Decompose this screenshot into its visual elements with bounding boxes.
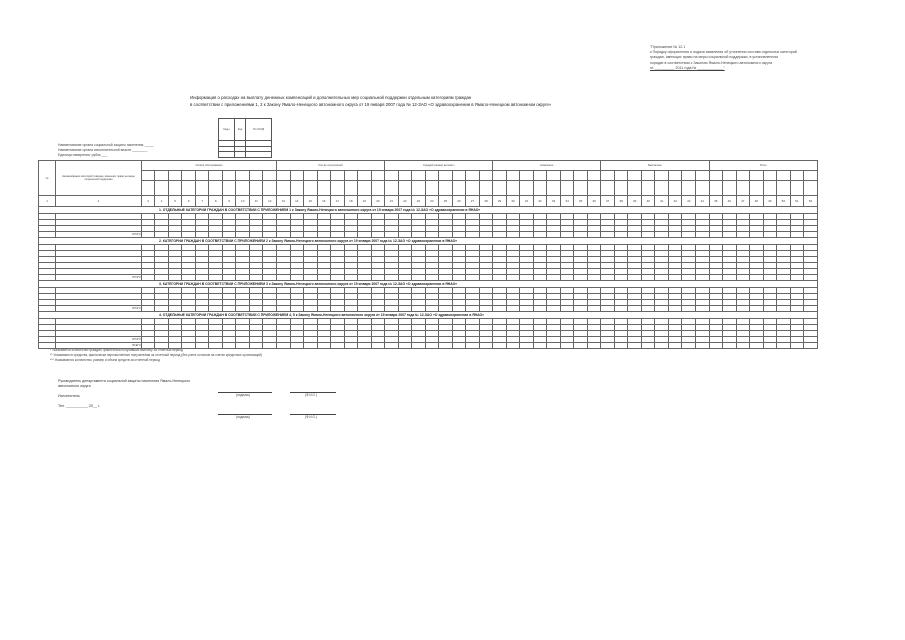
table-cell: [777, 181, 791, 196]
table-cell: 44: [695, 196, 709, 207]
codes-cell: [246, 152, 272, 158]
table-cell: [668, 171, 682, 181]
table-cell: [533, 343, 547, 349]
table-cell: [804, 181, 818, 196]
table-cell: [601, 171, 615, 181]
table-cell: [236, 171, 250, 181]
table-cell: 52: [804, 196, 818, 207]
table-cell: 30: [506, 196, 520, 207]
table-cell: 3: [141, 196, 155, 207]
table-cell: [506, 181, 520, 196]
signature-line: Тел. ___________ 20__ г.: [58, 404, 100, 408]
table-cell: [750, 171, 764, 181]
table-cell: [777, 343, 791, 349]
table-cell: [547, 181, 561, 196]
table-cell: 24: [425, 196, 439, 207]
table-cell: ИТОГО: [56, 337, 142, 343]
table-cell: [547, 171, 561, 181]
table-cell: 9: [222, 196, 236, 207]
table-cell: [263, 171, 277, 181]
table-cell: 10: [236, 196, 250, 207]
table-cell: [709, 181, 723, 196]
table-cell: [452, 343, 466, 349]
table-cell: 33: [547, 196, 561, 207]
table-cell: [195, 171, 209, 181]
table-cell: [628, 343, 642, 349]
table-cell: 45: [709, 196, 723, 207]
table-cell: 40: [641, 196, 655, 207]
table-cell: [317, 343, 331, 349]
table-cell: [506, 343, 520, 349]
table-cell: [331, 181, 345, 196]
header-group-cell: Итого: [709, 161, 818, 171]
table-cell: [641, 171, 655, 181]
table-cell: [371, 343, 385, 349]
table-cell: 38: [614, 196, 628, 207]
table-cell: 36: [587, 196, 601, 207]
table-cell: [222, 181, 236, 196]
table-cell: 20: [371, 196, 385, 207]
header-group-cell: Назначено: [493, 161, 601, 171]
table-cell: [168, 171, 182, 181]
table-cell: [736, 343, 750, 349]
section-title: 2. КАТЕГОРИИ ГРАЖДАН В СООТВЕТСТВИИ С ПРИЛОЖЕНИЕМ 2 к Закону Ямало-Ненецкого автономного округа от 19 января 2007 года № 12-ЗАО «О здравоохранении в ЯНАО»: [39, 238, 818, 245]
table-cell: 46: [723, 196, 737, 207]
table-cell: [574, 171, 588, 181]
table-cell: 31: [520, 196, 534, 207]
table-cell: [520, 171, 534, 181]
table-cell: [723, 171, 737, 181]
table-cell: [304, 181, 318, 196]
header-cell: Наименование категорий граждан, имеющих право на меры социальной поддержки: [56, 161, 142, 196]
table-cell: [614, 171, 628, 181]
table-cell: [790, 181, 804, 196]
table-cell: [222, 171, 236, 181]
table-row: [39, 161, 818, 171]
section-row: [39, 281, 818, 288]
table-cell: [560, 181, 574, 196]
table-cell: 27: [466, 196, 480, 207]
name-caption: (Ф.И.О.): [305, 415, 317, 419]
table-cell: 48: [750, 196, 764, 207]
table-cell: [317, 181, 331, 196]
table-cell: [371, 171, 385, 181]
table-cell: [493, 343, 507, 349]
section-row: [39, 312, 818, 319]
table-cell: 18: [344, 196, 358, 207]
header-group-cell: Оплата обслуживания: [141, 161, 276, 171]
table-cell: [479, 343, 493, 349]
table-cell: [614, 181, 628, 196]
table-cell: [479, 171, 493, 181]
table-cell: [560, 343, 574, 349]
table-cell: ИТОГО: [56, 306, 142, 312]
appendix-line: от __________ 2011 года № _____________": [650, 65, 725, 70]
table-cell: 1: [39, 196, 56, 207]
table-cell: 11: [249, 196, 263, 207]
table-cell: [493, 171, 507, 181]
table-cell: [249, 181, 263, 196]
table-cell: [777, 171, 791, 181]
table-cell: [439, 181, 453, 196]
codes-box: [218, 118, 272, 158]
table-cell: [290, 171, 304, 181]
table-cell: 42: [668, 196, 682, 207]
section-title: 1. ОТДЕЛЬНЫЕ КАТЕГОРИИ ГРАЖДАН В СООТВЕТСТВИИ С ПРИЛОЖЕНИЕМ 1 к Закону Ямало-Ненецкого автономного округа от 19 января 2007 года № 12-ЗАО «О здравоохранении в ЯНАО»: [39, 207, 818, 214]
report-table: [38, 160, 818, 347]
table-cell: [614, 343, 628, 349]
table-cell: [763, 171, 777, 181]
header-cell: №: [39, 161, 56, 196]
table-cell: 51: [790, 196, 804, 207]
section-row: [39, 238, 818, 245]
table-cell: [655, 343, 669, 349]
table-cell: [695, 181, 709, 196]
table-cell: [412, 343, 426, 349]
table-cell: ИТОГО: [56, 232, 142, 238]
section-title: 4. ОТДЕЛЬНЫЕ КАТЕГОРИИ ГРАЖДАН В СООТВЕТСТВИИ С ПРИЛОЖЕНИЕМ 4, 5 к Закону Ямало-Ненецкого автономного округа от 19 января 2007 года № 12-ЗАО «О здравоохранении в ЯНАО»: [39, 312, 818, 319]
table-cell: 6: [182, 196, 196, 207]
table-cell: [655, 181, 669, 196]
table-cell: [574, 181, 588, 196]
table-cell: [439, 171, 453, 181]
table-cell: [249, 171, 263, 181]
table-cell: [344, 181, 358, 196]
table-cell: [587, 343, 601, 349]
table-cell: [587, 181, 601, 196]
table-cell: [358, 181, 372, 196]
table-cell: [723, 181, 737, 196]
table-cell: [804, 343, 818, 349]
table-cell: 14: [290, 196, 304, 207]
table-cell: 4: [155, 196, 169, 207]
table-cell: 22: [398, 196, 412, 207]
table-cell: 41: [655, 196, 669, 207]
title-line: в соответствии с приложениями 1, 2 к Закону Ямало-Ненецкого автономного округа от 19 января 2007 года № 12-ЗАО «О здравоохранении в Ямало-Ненецком автономном округе»: [190, 101, 552, 107]
table-cell: 34: [560, 196, 574, 207]
table-cell: [168, 181, 182, 196]
table-cell: [412, 171, 426, 181]
table-cell: [533, 171, 547, 181]
table-cell: [277, 343, 291, 349]
table-cell: [263, 343, 277, 349]
table-cell: [790, 171, 804, 181]
appendix-header: [650, 45, 820, 71]
table-cell: [736, 171, 750, 181]
table-cell: 12: [263, 196, 277, 207]
section-title: 3. КАТЕГОРИИ ГРАЖДАН В СООТВЕТСТВИИ С ПРИЛОЖЕНИЕМ 3 к Закону Ямало-Ненецкого автономного округа от 19 января 2007 года № 12-ЗАО «О здравоохранении в ЯНАО»: [39, 281, 818, 288]
table-cell: [804, 171, 818, 181]
table-cell: [358, 171, 372, 181]
table-cell: [709, 343, 723, 349]
table-cell: [493, 181, 507, 196]
header-group-cell: Выплачено: [601, 161, 709, 171]
table-cell: 13: [277, 196, 291, 207]
footnote-line: *** Указываются количество, размер и объем средств за отчетный период: [50, 358, 160, 362]
table-cell: 28: [479, 196, 493, 207]
table-cell: 2: [56, 196, 142, 207]
signature-block: [58, 379, 190, 409]
form-legend: [58, 143, 154, 158]
table-cell: 26: [452, 196, 466, 207]
document-title: [190, 95, 730, 109]
table-cell: [723, 343, 737, 349]
codes-cell: Коды: [219, 119, 235, 141]
table-cell: [601, 181, 615, 196]
table-row: [39, 196, 818, 207]
appendix-line: "Приложение № 12.1: [650, 45, 686, 49]
table-cell: [371, 181, 385, 196]
table-cell: [385, 343, 399, 349]
table-cell: [425, 181, 439, 196]
table-cell: [709, 171, 723, 181]
table-cell: [331, 343, 345, 349]
table-cell: [317, 171, 331, 181]
table-cell: [695, 171, 709, 181]
table-cell: [520, 181, 534, 196]
table-cell: [695, 343, 709, 349]
table-cell: [479, 181, 493, 196]
table-cell: 29: [493, 196, 507, 207]
table-cell: [520, 343, 534, 349]
table-cell: 37: [601, 196, 615, 207]
codes-cell: [234, 152, 246, 158]
table-cell: [385, 181, 399, 196]
table-cell: [439, 343, 453, 349]
table-cell: [560, 171, 574, 181]
codes-cell: Код: [234, 119, 246, 141]
table-cell: 47: [736, 196, 750, 207]
table-cell: 32: [533, 196, 547, 207]
table-cell: [209, 181, 223, 196]
table-cell: [547, 343, 561, 349]
appendix-line: порядке в соответствии с Законом Ямало-Ненецкого автономного округа: [650, 60, 773, 65]
footnote-line: ** Указываются средства, фактически перечисленные получателям за отчетный период (без учета остатков на счетах кредитных организаций): [50, 353, 263, 357]
report-grid: [38, 160, 818, 349]
appendix-line: граждан, имеющих право на меры социальной поддержки, в установленном: [650, 55, 778, 60]
table-cell: ВСЕГО: [56, 343, 142, 349]
codes-cell: [219, 152, 235, 158]
table-cell: [344, 171, 358, 181]
title-line: Информация о расходах на выплату денежных компенсаций и дополнительных мер социальной поддержки отдельным категориям граждан: [190, 95, 472, 100]
table-cell: [236, 181, 250, 196]
table-cell: [452, 181, 466, 196]
table-cell: 7: [195, 196, 209, 207]
table-cell: [263, 181, 277, 196]
table-cell: [466, 343, 480, 349]
header-group-cell: Средний размер выплаты: [385, 161, 493, 171]
table-cell: [682, 171, 696, 181]
table-cell: [331, 171, 345, 181]
table-cell: [763, 343, 777, 349]
table-cell: [750, 181, 764, 196]
table-cell: [587, 171, 601, 181]
table-cell: [385, 171, 399, 181]
table-cell: 8: [209, 196, 223, 207]
table-cell: [601, 343, 615, 349]
table-cell: [533, 181, 547, 196]
signature-caption: (подпись): [236, 393, 251, 397]
table-cell: [452, 171, 466, 181]
table-cell: [155, 181, 169, 196]
table-cell: ИТОГО: [56, 275, 142, 281]
table-cell: [425, 171, 439, 181]
table-cell: 50: [777, 196, 791, 207]
table-cell: [628, 171, 642, 181]
table-cell: [790, 343, 804, 349]
table-cell: 25: [439, 196, 453, 207]
legend-line: Единица измерения: рубль ___: [58, 153, 108, 157]
table-cell: [277, 171, 291, 181]
table-cell: [466, 171, 480, 181]
table-cell: 43: [682, 196, 696, 207]
table-cell: [209, 171, 223, 181]
codes-cell: По ОКУД: [246, 119, 272, 141]
table-cell: [641, 343, 655, 349]
table-cell: [682, 181, 696, 196]
table-cell: [344, 343, 358, 349]
signature-line: автономного округа: [58, 384, 91, 388]
section-row: [39, 207, 818, 214]
table-cell: [425, 343, 439, 349]
table-cell: [682, 343, 696, 349]
footnotes: [50, 348, 262, 363]
table-cell: [398, 343, 412, 349]
table-cell: [641, 181, 655, 196]
table-cell: [506, 171, 520, 181]
name-caption: (Ф.И.О.): [305, 393, 317, 397]
signature-caption: (подпись): [236, 415, 251, 419]
table-cell: [277, 181, 291, 196]
table-cell: [628, 181, 642, 196]
table-cell: [290, 343, 304, 349]
table-cell: [195, 181, 209, 196]
signature-line: Исполнитель: [58, 394, 80, 398]
legend-line: Наименование органа социальной защиты населения _____: [58, 143, 154, 147]
legend-line: Наименование органа исполнительной власти ________: [58, 148, 148, 152]
table-cell: [574, 343, 588, 349]
table-row: [39, 171, 818, 181]
signature-line: Руководитель департамента социальной защиты населения Ямало-Ненецкого: [58, 379, 191, 383]
table-cell: 5: [168, 196, 182, 207]
table-cell: 49: [763, 196, 777, 207]
table-cell: [155, 171, 169, 181]
header-group-cell: Кол-во получателей: [277, 161, 385, 171]
table-cell: [358, 343, 372, 349]
table-cell: [290, 181, 304, 196]
table-cell: 19: [358, 196, 372, 207]
footnote-line: * Указывается количество граждан, фактически получивших выплату за отчетный период: [50, 348, 183, 352]
table-cell: 35: [574, 196, 588, 207]
table-cell: 23: [412, 196, 426, 207]
table-cell: [763, 181, 777, 196]
table-cell: [182, 181, 196, 196]
table-cell: [466, 181, 480, 196]
table-row: [39, 181, 818, 196]
appendix-line: к Порядку оформления и подачи заявления об уточнении состава отдельных категорий: [650, 50, 797, 55]
table-cell: [750, 343, 764, 349]
table-cell: 15: [304, 196, 318, 207]
table-cell: [141, 171, 155, 181]
table-cell: [304, 171, 318, 181]
table-cell: [141, 181, 155, 196]
table-cell: [398, 171, 412, 181]
table-cell: [668, 343, 682, 349]
table-cell: 17: [331, 196, 345, 207]
table-cell: [304, 343, 318, 349]
table-cell: [736, 181, 750, 196]
table-cell: 39: [628, 196, 642, 207]
table-cell: [412, 181, 426, 196]
table-cell: [182, 171, 196, 181]
table-cell: 21: [385, 196, 399, 207]
table-cell: [398, 181, 412, 196]
table-cell: [668, 181, 682, 196]
table-cell: 16: [317, 196, 331, 207]
table-cell: [655, 171, 669, 181]
